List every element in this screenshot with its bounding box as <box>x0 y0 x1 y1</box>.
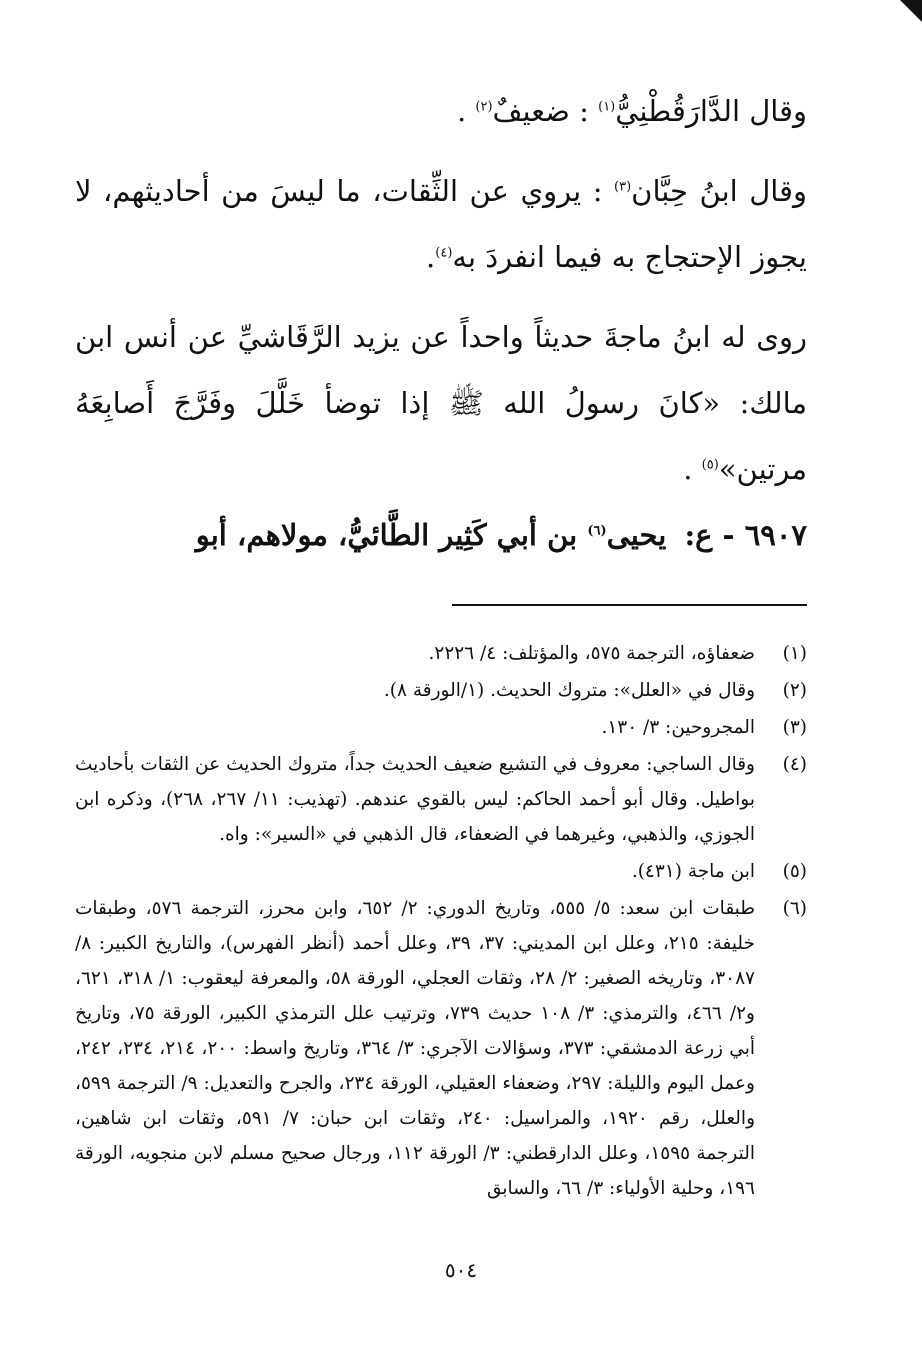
page-number: ٥٠٤ <box>444 1258 478 1282</box>
footnote-mark: (٢) <box>782 680 807 701</box>
footnote-text: ضعفاؤه، الترجمة ٥٧٥، والمؤتلف: ٤/ ٢٢٢٦. <box>428 643 755 664</box>
page-content <box>75 78 807 1316</box>
paragraph-daraqutni: وقال الدَّارَقُطْنِيُّ$^{(١)}$ : ضعيفٌ$^{(٢)}$ . <box>456 94 807 128</box>
footnote-ref[interactable]: (٦) <box>587 523 607 539</box>
footnotes <box>75 636 807 1206</box>
footnote-text: ابن ماجة (٤٣١). <box>631 861 755 882</box>
footnote-text: طبقات ابن سعد: ٥/ ٥٥٥، وتاريخ الدوري: ٢/ ٦٥٢، وابن محرز، الترجمة ٥٧٦، وطبقات خليفة: ٢١٥، وعلل ابن المديني: ٣٧، ٣٩، وعلل أحمد (أنظر الفهرس)، والتاريخ الكبير: ٨/ ٣٠٨٧، وتاريخه الصغير: ٢/ ٢٨، وثقات العجلي، الورقة ٥٨، والمعرفة ليعقوب: ١/ ٣١٨، ٦٢١، و٢/ ٤٦٦، والترمذي: ٣/ ١٠٨ حديث ٧٣٩، وترتيب علل الترمذي الكبير، الورقة ٧٥، وتاريخ أبي زرعة الدمشقي: ٣٧٣، وسؤالات الآجري: ٣/ ٣٦٤، وتاريخ واسط: ٢٠٠، ٢١٤، ٢٣٤، ٢٤٢، وعمل اليوم والليلة: ٢٩٧، وضعفاء العقيلي، الورقة ٢٣٤، والجرح والتعديل: ٩/ الترجمة ٥٩٩، والعلل، رقم ١٩٢٠، والمراسيل: ٢٤٠، وثقات ابن حبان: ٧/ ٥٩١، وثقات ابن شاهين، الترجمة ١٥٩٥، وعلل الدارقطني: ٣/ الورقة ١١٢، ورجال صحيح مسلم لابن منجويه، الورقة ١٩٦، وحلية الأولياء: ٣/ ٦٦، والسابق <box>75 898 756 1199</box>
footnote-ref[interactable]: (٤) <box>435 245 453 261</box>
entry-heading: ٦٩٠٧ - ع: يحيى$^{(٦)}$ بن أبي كَثِير الطَّائيُّ، مولاهم، أبو <box>195 518 807 552</box>
footnote-text: المجروحين: ٣/ ١٣٠. <box>601 717 755 738</box>
footnote-mark: (١) <box>782 643 807 664</box>
entry-number: ٦٩٠٧ - ع: <box>684 518 807 552</box>
footnote-mark: (٣) <box>782 717 807 738</box>
footnote-mark: (٦) <box>782 898 807 919</box>
footnote-ref[interactable]: (٢) <box>475 99 493 115</box>
paragraph-ibn-majah: روى له ابنُ ماجةَ حديثاً واحداً عن يزيد الرَّقَاشيِّ عن أنس ابن مالك: «كانَ رسولُ الله ﷺ إذا توضأ خَلَّلَ وفَرَّجَ أَصابِعَهُ مرتين»$^{(٥)}$ . <box>75 320 807 486</box>
footnote <box>75 636 807 671</box>
paragraph-ibn-hibban: وقال ابنُ حِبَّان$^{(٣)}$ : يروي عن الثِّقات، ما ليسَ من أحاديثهم، لا يجوز الإحتجاج به فيما انفردَ به$^{(٤)}$. <box>75 174 807 274</box>
footnote-mark: (٥) <box>782 861 807 882</box>
footnote-text: وقال الساجي: معروف في التشيع ضعيف الحديث جداً، متروك الحديث عن الثقات بأحاديث بواطيل. وقال أبو أحمد الحاكم: ليس بالقوي عندهم. (تهذيب: ١١/ ٢٦٧، ٢٦٨)، وذكره ابن الجوزي، والذهبي، وغيرهما في الضعفاء، قال الذهبي في «السير»: واه. <box>75 754 755 845</box>
footnote <box>75 673 807 708</box>
footnote <box>75 854 807 889</box>
footnote-text: وقال في «العلل»: متروك الحديث. (١/الورقة ٨). <box>383 680 755 701</box>
footnote-ref[interactable]: (٥) <box>701 457 719 473</box>
footnote-mark: (٤) <box>782 754 807 775</box>
main-text <box>75 78 807 568</box>
footnote-ref[interactable]: (٣) <box>614 179 632 195</box>
page-corner-mark <box>900 0 922 22</box>
footnote-ref[interactable]: (١) <box>598 99 616 115</box>
footnote <box>75 747 807 852</box>
footnote <box>75 710 807 745</box>
footnote-separator <box>452 604 807 606</box>
footnote <box>75 891 807 1206</box>
